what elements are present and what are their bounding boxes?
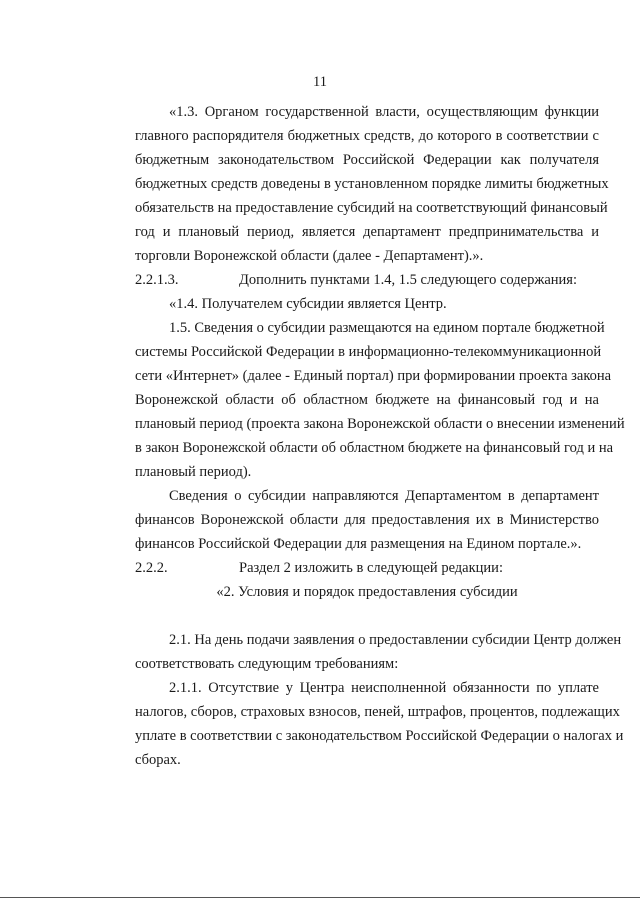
text-line: Сведения о субсидии направляются Департаментом в департамент: [169, 488, 599, 504]
text-line: год и плановый период, является департамент предпринимательства и: [135, 224, 599, 240]
text-line: сети «Интернет» (далее - Единый портал) при формировании проекта закона: [135, 368, 612, 384]
item-2-2-2: [101, 556, 599, 580]
page-number: 11: [313, 74, 327, 90]
paragraph-1-3: [101, 100, 609, 268]
document-body: [101, 100, 625, 772]
text-line: 1.5. Сведения о субсидии размещаются на едином портале бюджетной: [169, 320, 605, 336]
text-line: системы Российской Федерации в информационно-телекоммуникационной: [135, 344, 602, 360]
text-line: обязательств на предоставление субсидий на соответствующий финансовый: [135, 200, 608, 216]
text-line: бюджетных средств доведены в установленном порядке лимиты бюджетных: [135, 176, 609, 192]
text-line: «1.3. Органом государственной власти, осуществляющим функции: [169, 104, 599, 120]
item-text: Дополнить пунктами 1.4, 1.5 следующего содержания:: [239, 272, 577, 288]
text-line: Воронежской области об областном бюджете на финансовый год и на: [135, 392, 599, 408]
paragraph-2-1-1: [101, 676, 624, 772]
blank-line: [101, 604, 599, 628]
text-line: «1.4. Получателем субсидии является Центр.: [169, 296, 447, 312]
text-line: бюджетным законодательством Российской Федерации как получателя: [135, 152, 599, 168]
item-2-2-1-3: [101, 268, 599, 292]
item-text: Раздел 2 изложить в следующей редакции:: [239, 560, 503, 576]
text-line: главного распорядителя бюджетных средств, до которого в соответствии с: [135, 128, 599, 144]
text-line: сборах.: [135, 752, 181, 768]
text-line: плановый период (проекта закона Воронежской области о внесении изменений: [135, 416, 625, 432]
paragraph-2-1: [101, 628, 622, 676]
item-number: 2.2.1.3.: [135, 272, 179, 288]
text-line: плановый период).: [135, 464, 252, 480]
section-heading: «2. Условия и порядок предоставления субсидии: [216, 584, 518, 600]
text-line: финансов Воронежской области для предоставления их в Министерство: [135, 512, 599, 528]
paragraph-info-transfer: [101, 484, 599, 556]
paragraph-1-4: [101, 292, 599, 316]
item-number: 2.2.2.: [135, 560, 168, 576]
text-line: в закон Воронежской области об областном бюджете на финансовый год и на: [135, 440, 614, 456]
text-line: торговли Воронежской области (далее - Департамент).».: [135, 248, 484, 264]
text-line: финансов Российской Федерации для размещения на Едином портале.».: [135, 536, 582, 552]
page-bottom-edge: [0, 897, 640, 898]
text-line: 2.1. На день подачи заявления о предоставлении субсидии Центр должен: [169, 632, 622, 648]
text-line: налогов, сборов, страховых взносов, пеней, штрафов, процентов, подлежащих: [135, 704, 620, 720]
text-line: уплате в соответствии с законодательством Российской Федерации о налогах и: [135, 728, 624, 744]
paragraph-1-5: [101, 316, 625, 484]
text-line: соответствовать следующим требованиям:: [135, 656, 399, 672]
text-line: 2.1.1. Отсутствие у Центра неисполненной обязанности по уплате: [169, 680, 599, 696]
